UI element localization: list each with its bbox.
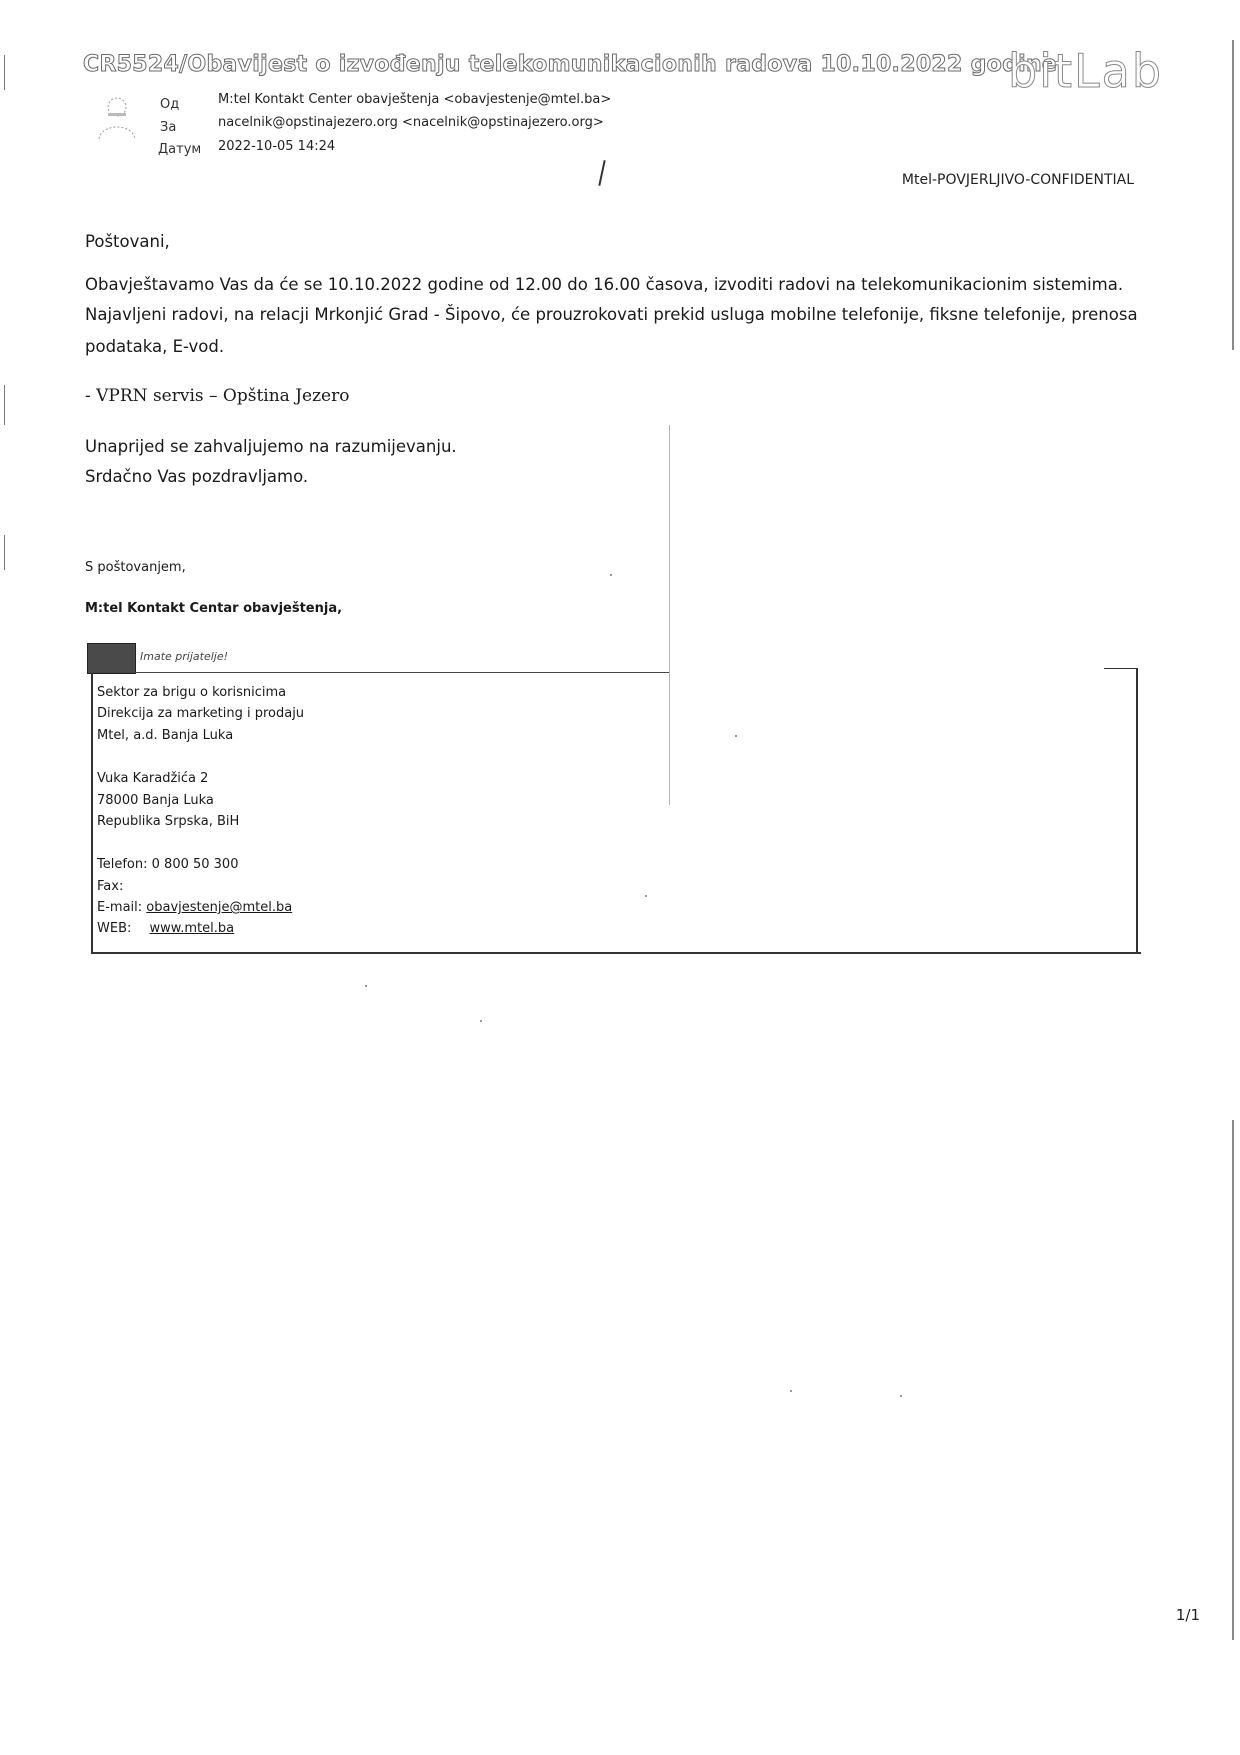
sender-avatar-icon bbox=[94, 93, 140, 141]
scan-speck bbox=[790, 1390, 792, 1392]
scan-speck bbox=[735, 735, 737, 737]
web-row bbox=[97, 921, 234, 936]
from-value: M:tel Kontakt Center obavještenja <obavjestenje@mtel.ba> bbox=[218, 92, 612, 107]
scan-edge-mark bbox=[4, 535, 5, 570]
signature-box-corner bbox=[1104, 668, 1138, 669]
email-link[interactable]: obavjestenje@mtel.ba bbox=[146, 900, 293, 915]
date-value: 2022-10-05 14:24 bbox=[218, 139, 336, 154]
sender-name: M:tel Kontakt Centar obavještenja, bbox=[85, 601, 343, 616]
mtel-badge-icon bbox=[87, 643, 136, 674]
web-link[interactable]: www.mtel.ba bbox=[149, 921, 235, 936]
fax-label: Fax: bbox=[97, 879, 124, 894]
scan-edge-mark bbox=[1232, 1120, 1234, 1640]
scan-edge-mark bbox=[1232, 40, 1234, 350]
signature-box-right bbox=[1136, 668, 1138, 952]
web-label: WEB: bbox=[97, 921, 132, 936]
badge-caption: Imate prijatelje! bbox=[140, 650, 229, 663]
scan-speck bbox=[480, 1020, 482, 1022]
to-label: За bbox=[160, 120, 177, 135]
phone-row bbox=[97, 857, 238, 872]
sig-direction: Direkcija za marketing i prodaju bbox=[97, 706, 305, 721]
sig-street: Vuka Karadžića 2 bbox=[97, 771, 209, 786]
page-number: 1/1 bbox=[1175, 1606, 1200, 1624]
body-line: podataka, E-vod. bbox=[85, 337, 225, 356]
signature-box-top bbox=[91, 672, 669, 673]
phone-value: 0 800 50 300 bbox=[151, 857, 239, 872]
email-subject: CR5524/Obavijest o izvođenju telekomunikacionih radova 10.10.2022 godine bbox=[83, 52, 1058, 77]
scan-edge-mark bbox=[4, 385, 5, 425]
date-label: Датум bbox=[158, 142, 202, 157]
service-line: - VPRN servis – Opština Jezero bbox=[85, 386, 350, 406]
sig-city: 78000 Banja Luka bbox=[97, 793, 214, 808]
email-row bbox=[97, 900, 292, 915]
bitlab-logo: bitLab bbox=[1008, 44, 1164, 98]
scan-edge-mark bbox=[4, 55, 5, 90]
body-line: Najavljeni radovi, na relacji Mrkonjić Grad - Šipovo, će prouzrokovati prekid usluga mobilne telefonije, fiksne telefonije, prenosa bbox=[85, 305, 1138, 324]
thanks-line: Unaprijed se zahvaljujemo na razumijevanju. bbox=[85, 437, 457, 456]
scan-speck bbox=[610, 574, 612, 576]
scan-speck bbox=[365, 985, 367, 987]
scan-speck bbox=[645, 895, 647, 897]
scan-speck bbox=[900, 1395, 902, 1397]
sig-dept: Sektor za brigu o korisnicima bbox=[97, 685, 287, 700]
closing: S poštovanjem, bbox=[85, 560, 186, 575]
email-label: E-mail: bbox=[97, 900, 143, 915]
from-label: Од bbox=[160, 97, 180, 112]
sig-company: Mtel, a.d. Banja Luka bbox=[97, 728, 234, 743]
greeting: Poštovani, bbox=[85, 232, 170, 251]
to-value: nacelnik@opstinajezero.org <nacelnik@opstinajezero.org> bbox=[218, 115, 604, 130]
body-line: Obavještavamo Vas da će se 10.10.2022 godine od 12.00 do 16.00 časova, izvoditi radovi na telekomunikacionim sistemima. bbox=[85, 275, 1124, 294]
phone-label: Telefon: bbox=[97, 857, 148, 872]
sig-country: Republika Srpska, BiH bbox=[97, 814, 240, 829]
pen-mark bbox=[598, 160, 605, 186]
classification-label: Mtel-POVJERLJIVO-CONFIDENTIAL bbox=[901, 172, 1134, 188]
regards-line: Srdačno Vas pozdravljamo. bbox=[85, 467, 309, 486]
